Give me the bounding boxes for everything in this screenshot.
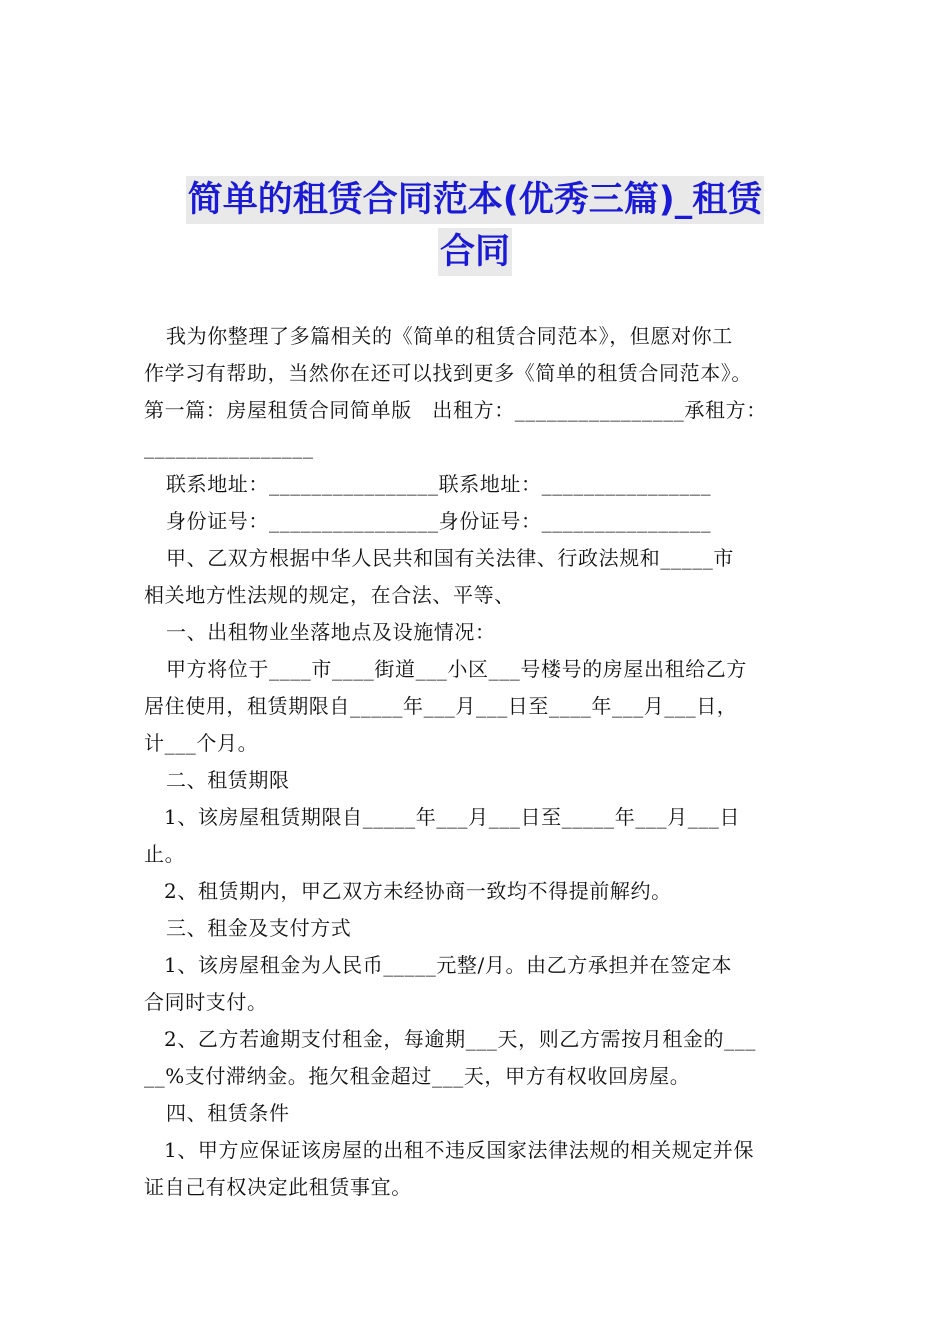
section-1-heading: 一、出租物业坐落地点及设施情况： (166, 620, 496, 644)
document-body (144, 318, 812, 1206)
section-1-line-2: 居住使用，租赁期限自_____年___月___日至____年___月___日， (144, 694, 738, 718)
section-3-item-2-line-2: __%支付滞纳金。拖欠租金超过___天，甲方有权收回房屋。 (144, 1064, 691, 1088)
intro-line-2: 作学习有帮助，当然你在还可以找到更多《简单的租赁合同范本》。 (144, 361, 752, 385)
section-2-item-1-line-1: 1、该房屋租赁期限自_____年___月___日至_____年___月___日 (164, 805, 741, 829)
section-1-line-3: 计___个月。 (144, 731, 259, 755)
title-line-1: 简单的租赁合同范本(优秀三篇)_租赁 (186, 176, 765, 224)
basis-line-2: 相关地方性法规的规定，在合法、平等、 (144, 583, 515, 607)
section-2-item-2: 2、租赁期内，甲乙双方未经协商一致均不得提前解约。 (164, 879, 672, 903)
id-number-line: 身份证号：________________身份证号：________________ (166, 509, 712, 533)
section-2-item-1-line-2: 止。 (144, 842, 186, 866)
intro-line-4: ________________ (144, 435, 314, 459)
basis-line-1: 甲、乙双方根据中华人民共和国有关法律、行政法规和_____市 (166, 546, 734, 570)
section-4-item-1-line-1: 1、甲方应保证该房屋的出租不违反国家法律法规的相关规定并保 (164, 1138, 755, 1162)
section-1-line-1: 甲方将位于____市____街道___小区___号楼号的房屋出租给乙方 (166, 657, 747, 681)
intro-line-1: 我为你整理了多篇相关的《简单的租赁合同范本》，但愿对你工 (166, 324, 733, 348)
section-2-heading: 二、租赁期限 (166, 768, 290, 792)
section-3-item-1-line-2: 合同时支付。 (144, 990, 268, 1014)
section-3-item-2-line-1: 2、乙方若逾期支付租金，每逾期___天，则乙方需按月租金的___ (164, 1027, 756, 1051)
intro-line-3: 第一篇：房屋租赁合同简单版 出租方：________________承租方： (144, 398, 767, 422)
section-4-heading: 四、租赁条件 (166, 1101, 290, 1125)
document-title (140, 176, 810, 280)
section-3-heading: 三、租金及支付方式 (166, 916, 352, 940)
contact-address-line: 联系地址：________________联系地址：________________ (166, 472, 712, 496)
title-line-2: 合同 (438, 228, 512, 276)
section-4-item-1-line-2: 证自己有权决定此租赁事宜。 (144, 1175, 412, 1199)
section-3-item-1-line-1: 1、该房屋租金为人民币_____元整/月。由乙方承担并在签定本 (164, 953, 733, 977)
